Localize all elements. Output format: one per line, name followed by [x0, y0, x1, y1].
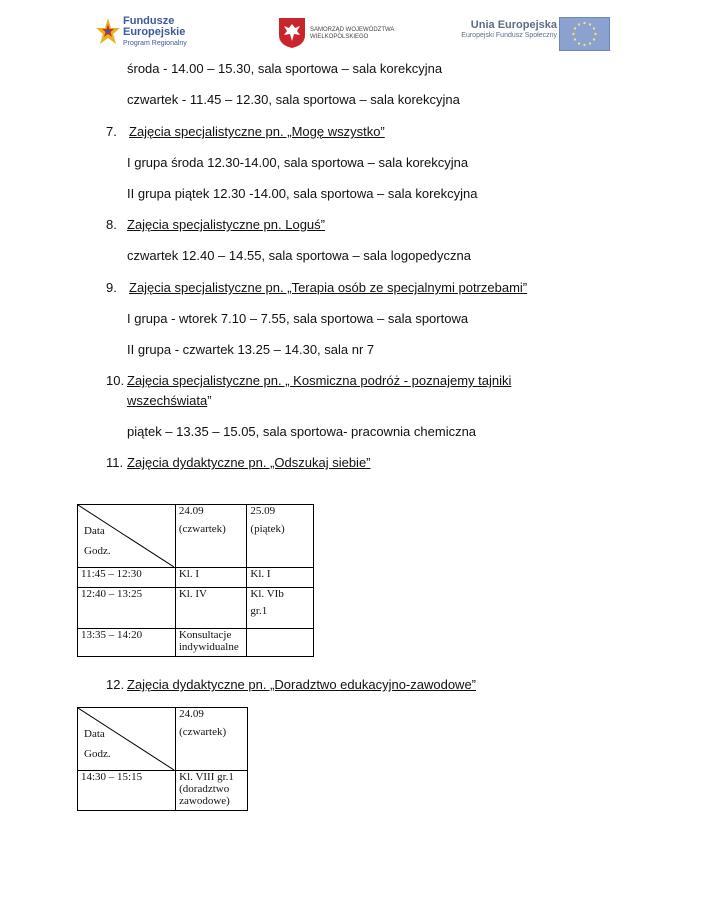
schedule-line: środa - 14.00 – 15.30, sala sportowa – sala korekcyjna [127, 61, 443, 76]
schedule-table-2 [77, 707, 248, 811]
schedule-line: I grupa - wtorek 7.10 – 7.55, sala sportowa – sala sportowa [127, 311, 469, 326]
ue-line1: Unia Europejska [470, 19, 557, 31]
schedule-table-1 [77, 504, 314, 657]
schedule-line: czwartek - 11.45 – 12.30, sala sportowa – sala korekcyjna [127, 92, 460, 107]
header-cell [176, 708, 248, 771]
time-cell: 11:45 – 12:30 [78, 568, 176, 588]
schedule-line: czwartek 12.40 – 14.55, sala sportowa – sala logopedyczna [127, 248, 471, 263]
item-number: 9. [106, 280, 117, 295]
eagle-shield-icon [278, 17, 306, 49]
item-heading: Zajęcia specjalistyczne pn. Loguś” [127, 217, 325, 232]
class-name: Kl. VIII gr.1 [179, 771, 234, 783]
time-cell: 12:40 – 13:25 [78, 588, 176, 629]
corner-time-label: Godz. [84, 545, 111, 557]
corner-date-label: Data [84, 728, 105, 740]
item-heading: Zajęcia specjalistyczne pn. „Mogę wszystko” [129, 124, 385, 139]
header-date: 24.09 [178, 505, 204, 517]
item-heading-cont-text: wszechświata [127, 393, 208, 408]
class-cell [247, 588, 314, 629]
class-cell: Kl. IV [175, 588, 247, 629]
item-heading: Zajęcia specjalistyczne pn. „ Kosmiczna podróż - poznajemy tajniki [127, 373, 512, 388]
ue-logo [445, 17, 615, 51]
fundusze-europejskie-logo [95, 16, 205, 52]
item-heading: Zajęcia dydaktyczne pn. „Odszukaj siebie” [127, 455, 371, 470]
wlkp-line2: WIELKOPOLSKIEGO [310, 34, 369, 40]
item-heading: Zajęcia specjalistyczne pn. „Terapia osób ze specjalnymi potrzebami” [129, 280, 528, 295]
header-logos [0, 14, 706, 54]
header-day: (czwartek) [179, 726, 227, 738]
header-day: (czwartek) [178, 523, 226, 535]
item-heading: Zajęcia dydaktyczne pn. „Doradztwo edukacyjno-zawodowe” [127, 677, 477, 692]
class-cell [176, 771, 248, 811]
fe-line1: Fundusze [123, 15, 175, 27]
corner-cell [78, 505, 176, 568]
item-number: 12. [106, 677, 125, 692]
class-name-cont: (doradztwo [179, 783, 230, 795]
schedule-line: piątek – 13.35 – 15.05, sala sportowa- pracownia chemiczna [127, 424, 477, 439]
schedule-line: II grupa - czwartek 13.25 – 14.30, sala nr 7 [127, 342, 375, 357]
item-heading-quote: ” [207, 393, 212, 408]
header-day: (piątek) [250, 523, 285, 535]
wielkopolska-logo [278, 17, 418, 51]
class-name: Konsultacje [178, 629, 232, 641]
class-name-cont: zawodowe) [179, 795, 230, 807]
corner-date-label: Data [84, 525, 105, 537]
class-cell: Kl. I [247, 568, 314, 588]
eu-flag-icon [559, 17, 610, 51]
schedule-line: II grupa piątek 12.30 -14.00, sala sportowa – sala korekcyjna [127, 186, 478, 201]
corner-time-label: Godz. [84, 748, 111, 760]
schedule-line: I grupa środa 12.30-14.00, sala sportowa – sala korekcyjna [127, 155, 469, 170]
item-number: 7. [106, 124, 117, 139]
fe-line2: Europejskie [123, 26, 186, 38]
item-number: 10. [106, 373, 125, 388]
class-cell [247, 629, 314, 657]
class-name: Kl. VIb [250, 588, 284, 600]
class-cell [175, 629, 247, 657]
ue-line2: Europejski Fundusz Społeczny [461, 32, 557, 39]
class-name-cont: indywidualne [178, 641, 239, 653]
fe-line3: Program Regionalny [123, 40, 187, 47]
time-cell: 13:35 – 14:20 [78, 629, 176, 657]
time-cell: 14:30 – 15:15 [78, 771, 176, 811]
header-cell [247, 505, 314, 568]
class-cell: Kl. I [175, 568, 247, 588]
item-heading-cont [127, 393, 212, 408]
wlkp-line1: SAMORZĄD WOJEWÓDZTWA [310, 27, 395, 33]
class-group: gr.1 [250, 605, 268, 617]
header-cell [175, 505, 247, 568]
item-number: 8. [106, 217, 117, 232]
item-number: 11. [106, 455, 124, 470]
header-date: 25.09 [250, 505, 276, 517]
header-date: 24.09 [179, 708, 204, 720]
fe-star-icon [95, 16, 121, 50]
corner-cell [78, 708, 176, 771]
